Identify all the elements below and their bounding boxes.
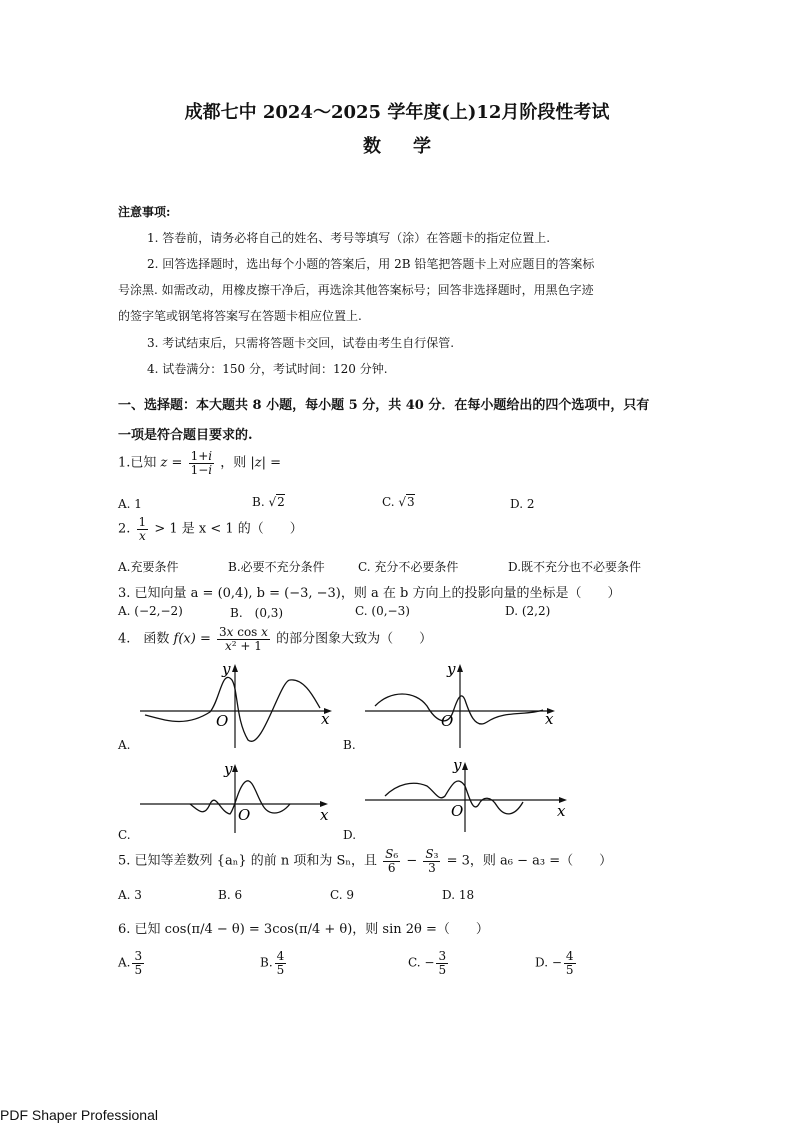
note-3: 3. 考试结束后，只需将答题卡交回，试卷由考生自行保管. xyxy=(147,336,455,350)
q4-fraction: $\frac{\text{3x cos x}}{\text{x² + 1}}$ xyxy=(219,625,268,653)
graph-a-origin: O xyxy=(216,712,229,730)
subject-title: 数学 xyxy=(363,136,463,157)
q1-formula: z = xyxy=(160,455,183,471)
graph-c-origin: O xyxy=(238,806,251,824)
section-heading-line-2: 一项是符合题目要求的. xyxy=(118,428,253,443)
q1-option-c: C. √3 xyxy=(382,495,415,509)
q4-graph-d xyxy=(365,756,575,836)
note-2-line-2: 号涂黑. 如需改动，用橡皮擦干净后，再选涂其他答案标号；回答非选择题时，用黑色字迹 xyxy=(118,283,594,297)
q4-graph-c xyxy=(140,758,340,838)
graph-a-y-label: y xyxy=(222,660,231,678)
pdf-watermark: PDF Shaper Professional xyxy=(0,1107,158,1123)
q6-option-a: A. $\frac{3}{5}$ xyxy=(118,949,143,977)
q6-option-b: B. $\frac{4}{5}$ xyxy=(260,949,285,977)
q4-suffix: 的部分图象大致为（ ） xyxy=(276,631,433,647)
question-1-stem xyxy=(118,450,281,476)
q3-option-a: A. (−2,−2) xyxy=(118,604,183,618)
graph-c-x-label: x xyxy=(320,806,329,824)
q5-option-b: B. 6 xyxy=(218,888,243,902)
q5-option-d: D. 18 xyxy=(442,888,475,902)
q2-option-d: D.既不充分也不必要条件 xyxy=(508,560,642,574)
q4-prefix: 4. 函数 xyxy=(118,631,170,647)
q1-modulus: |z| = xyxy=(250,455,282,471)
q5-stem-a: 5. 已知等差数列 {aₙ} 的前 n 项和为 Sₙ，且 xyxy=(118,853,378,869)
q4-option-c: C. xyxy=(118,828,131,842)
q5-option-a: A. 3 xyxy=(118,888,142,902)
graph-b-y-label: y xyxy=(447,660,456,678)
q3-option-c: C. (0,−3) xyxy=(355,604,410,618)
question-2-stem: 2. $\frac{1}{x}$ > 1 是 x < 1 的（ ） xyxy=(118,515,303,543)
graph-d-y-label: y xyxy=(453,756,462,774)
q4-graph-b xyxy=(365,660,565,750)
q1-option-a: A. 1 xyxy=(118,497,142,511)
question-5-stem: 5. 已知等差数列 {aₙ} 的前 n 项和为 Sₙ，且 $\frac{\text{S₆}}{6}$ − $\frac{\text{S₃}}{3}$ = 3，则 a₆ − a₃ =（ ） xyxy=(118,847,613,875)
q4-graph-a xyxy=(140,660,340,750)
q1-fraction: $\frac{1+i}{1-i}$ xyxy=(190,449,213,477)
q4-option-b: B. xyxy=(343,738,356,752)
graph-d-x-label: x xyxy=(557,802,566,820)
note-2-line-1: 2. 回答选择题时，选出每个小题的答案后，用 2B 铅笔把答题卡上对应题目的答案标 xyxy=(147,257,595,271)
graph-b-x-label: x xyxy=(545,710,554,728)
q3-option-d: D. (2,2) xyxy=(505,604,551,618)
note-2-line-3: 的签字笔或钢笔将答案写在答题卡相应位置上. xyxy=(118,309,362,323)
q5-option-c: C. 9 xyxy=(330,888,355,902)
q5-fraction-1: $\frac{\text{S₆}}{6}$ xyxy=(385,847,399,875)
note-1: 1. 答卷前，请务必将自己的姓名、考号等填写（涂）在答题卡的指定位置上. xyxy=(147,231,551,245)
q5-fraction-2: $\frac{\text{S₃}}{3}$ xyxy=(425,847,439,875)
question-4-stem xyxy=(118,626,432,652)
q1-option-b: B. √2 xyxy=(252,495,285,509)
q4-option-d: D. xyxy=(343,828,357,842)
q4-option-a: A. xyxy=(118,738,131,752)
q6-option-c: C. − $\frac{3}{5}$ xyxy=(408,949,447,977)
graph-a-x-label: x xyxy=(321,710,330,728)
q4-func: f(x) = xyxy=(173,631,211,647)
graph-b-origin: O xyxy=(441,712,454,730)
q2-fraction: $\frac{1}{x}$ xyxy=(138,515,147,543)
graph-d-origin: O xyxy=(451,802,464,820)
q2-stem-suffix: > 1 是 x < 1 的（ ） xyxy=(154,521,303,537)
note-4: 4. 试卷满分：150 分，考试时间：120 分钟. xyxy=(147,362,388,376)
q2-option-b: B.必要不充分条件 xyxy=(228,560,325,574)
exam-title: 成都七中 2024～2025 学年度(上)12月阶段性考试 xyxy=(184,102,610,123)
notes-heading: 注意事项: xyxy=(118,205,171,219)
q2-option-c: C. 充分不必要条件 xyxy=(358,560,459,574)
question-6-stem: 6. 已知 cos(π/4 − θ) = 3cos(π/4 + θ)，则 sin 2θ =（ ） xyxy=(118,922,489,937)
q6-option-d: D. − $\frac{4}{5}$ xyxy=(535,949,574,977)
q3-option-b: B. (0,3) xyxy=(230,606,284,620)
q1-suffix: ，则 xyxy=(220,455,247,471)
q1-option-d: D. 2 xyxy=(510,497,535,511)
question-3-stem: 3. 已知向量 a = (0,4), b = (−3, −3)，则 a 在 b 方向上的投影向量的坐标是（ ） xyxy=(118,586,621,601)
section-heading-line-1: 一、选择题：本大题共 8 小题，每小题 5 分，共 40 分．在每小题给出的四个选项中，只有 xyxy=(118,398,650,413)
q5-stem-b: = 3，则 a₆ − a₃ =（ ） xyxy=(446,853,613,869)
q2-option-a: A.充要条件 xyxy=(118,560,179,574)
q1-prefix: 1.已知 xyxy=(118,455,157,471)
graph-c-y-label: y xyxy=(224,760,233,778)
